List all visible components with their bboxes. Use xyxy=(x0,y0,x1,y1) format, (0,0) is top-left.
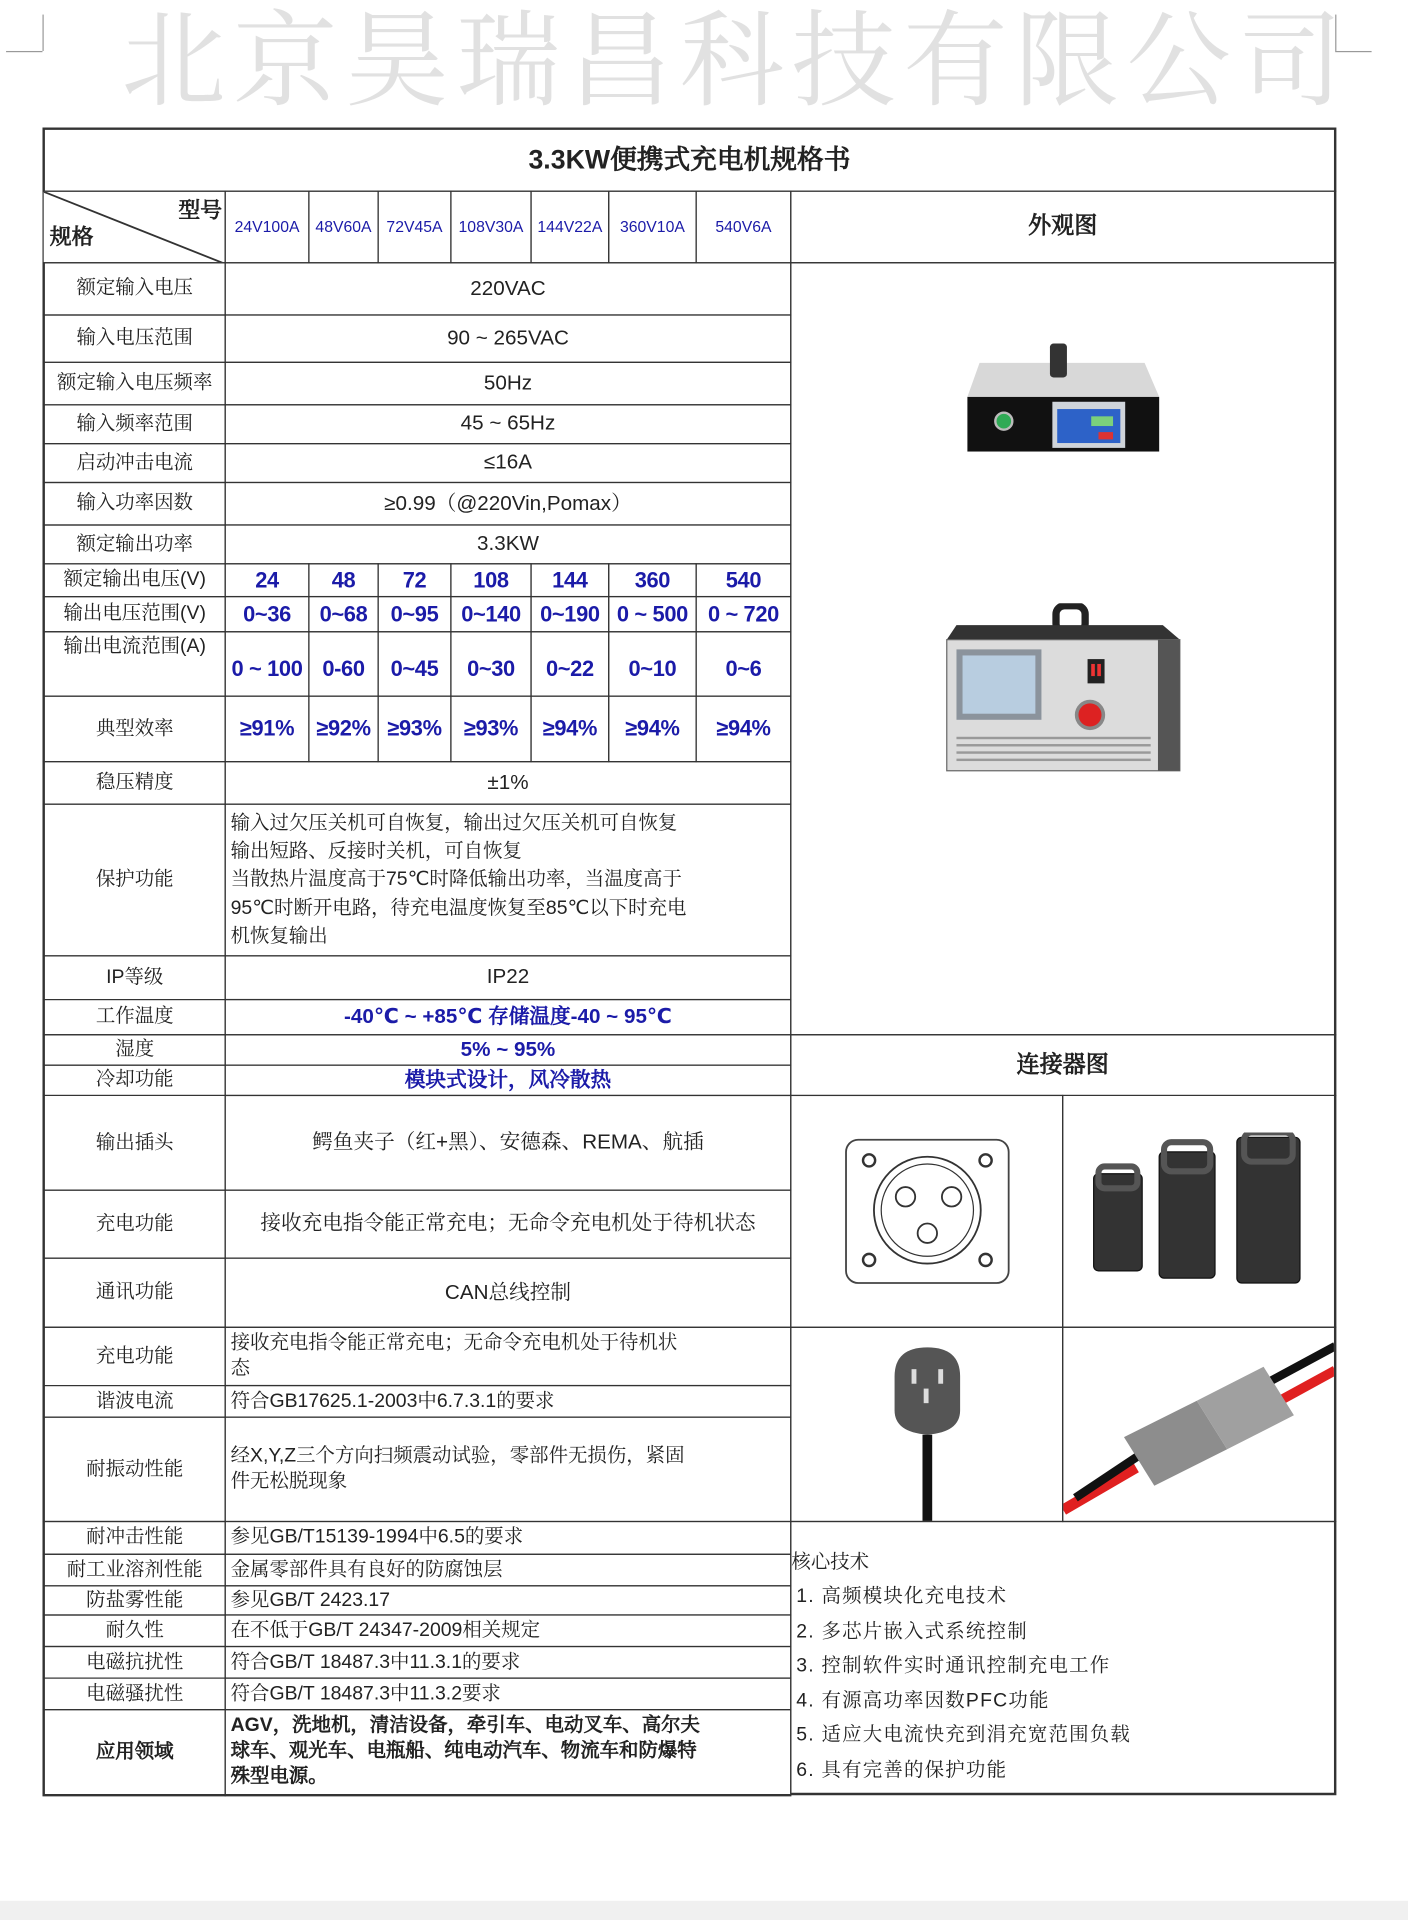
connector-header: 连接器图 xyxy=(790,1034,1336,1096)
crop-mark xyxy=(1335,51,1371,52)
row-value: 3.3KW xyxy=(225,524,792,564)
row-value: IP22 xyxy=(225,955,792,1000)
row-value: 输入过欠压关机可自恢复，输出过欠压关机可自恢复 输出短路、反接时关机，可自恢复 当散热片温度高于75℃时降低输出功率，当温度高于 95℃时断开电路，待充电温度恢复至85℃以下时充电 机恢复输出 xyxy=(225,804,792,957)
header-corner-cell xyxy=(42,191,225,264)
row-label: 防盐雾性能 xyxy=(42,1585,225,1615)
model-label: 型号 xyxy=(178,197,223,223)
row-value-cell: ≥94% xyxy=(696,696,792,763)
model-header-144v22a: 144V22A xyxy=(530,191,609,264)
row-value: -40℃ ~ +85℃ 存储温度-40 ~ 95℃ xyxy=(225,999,792,1035)
page-footer-strip xyxy=(0,1901,1408,1920)
row-value: CAN总线控制 xyxy=(225,1257,792,1327)
row-value-cell: 0~36 xyxy=(225,596,310,632)
row-label: 输入频率范围 xyxy=(42,404,225,444)
row-label: 耐振动性能 xyxy=(42,1417,225,1523)
row-label: 电磁骚扰性 xyxy=(42,1677,225,1710)
row-label: 冷却功能 xyxy=(42,1065,225,1097)
row-value: 5% ~ 95% xyxy=(225,1034,792,1066)
row-value: 符合GB/T 18487.3中11.3.2要求 xyxy=(225,1677,792,1710)
core-tech-item: 3. 控制软件实时通讯控制充电工作 xyxy=(796,1655,1111,1677)
row-label: 耐冲击性能 xyxy=(42,1521,225,1555)
row-label: 输入功率因数 xyxy=(42,482,225,526)
crop-mark xyxy=(42,15,43,51)
crop-mark xyxy=(6,51,42,52)
row-value-cell: ≥92% xyxy=(308,696,378,763)
row-value: ≥0.99（@220Vin,Pomax） xyxy=(225,482,792,526)
row-value: 参见GB/T 2423.17 xyxy=(225,1585,792,1615)
core-tech-item: 2. 多芯片嵌入式系统控制 xyxy=(796,1621,1028,1642)
row-value: 220VAC xyxy=(225,262,792,315)
row-value: 在不低于GB/T 24347-2009相关规定 xyxy=(225,1614,792,1647)
row-value-cell: 0-60 xyxy=(308,631,378,697)
anderson-connectors-image xyxy=(1083,1132,1314,1290)
row-label: 稳压精度 xyxy=(42,761,225,805)
row-label: 通讯功能 xyxy=(42,1257,225,1327)
row-value-cell: 360 xyxy=(608,563,697,597)
charger-device-image-2 xyxy=(944,603,1184,775)
row-value: 金属零部件具有良好的防腐蚀层 xyxy=(225,1554,792,1587)
row-value: 参见GB/T15139-1994中6.5的要求 xyxy=(225,1521,792,1555)
row-label: 电磁抗扰性 xyxy=(42,1646,225,1679)
model-header-360v10a: 360V10A xyxy=(608,191,697,264)
row-label: 耐工业溶剂性能 xyxy=(42,1554,225,1587)
row-value-cell: 0~140 xyxy=(450,596,531,632)
row-value-cell: ≥93% xyxy=(377,696,451,763)
row-value: 50Hz xyxy=(225,362,792,406)
row-label: 典型效率 xyxy=(42,696,225,763)
row-value: 符合GB/T 18487.3中11.3.1的要求 xyxy=(225,1646,792,1679)
row-value: 接收充电指令能正常充电；无命令充电机处于待机状 态 xyxy=(225,1327,792,1386)
core-tech-title: 核心技术 xyxy=(791,1552,870,1574)
core-tech-item: 1. 高频模块化充电技术 xyxy=(796,1586,1008,1608)
row-value: 鳄鱼夹子（红+黑）、安德森、REMA、航插 xyxy=(225,1095,792,1191)
row-value: 45 ~ 65Hz xyxy=(225,404,792,444)
row-value-cell: 0 ~ 720 xyxy=(696,596,792,632)
row-value-cell: 108 xyxy=(450,563,531,597)
row-label: 额定输入电压 xyxy=(42,262,225,315)
row-label: 额定输入电压频率 xyxy=(42,362,225,406)
row-value-cell: 540 xyxy=(696,563,792,597)
row-label: 启动冲击电流 xyxy=(42,443,225,483)
row-value-cell: 0~190 xyxy=(530,596,609,632)
row-label: 输出电流范围(A) xyxy=(42,631,225,697)
row-label: 充电功能 xyxy=(42,1190,225,1259)
row-value-cell: 0~30 xyxy=(450,631,531,697)
row-label: 耐久性 xyxy=(42,1614,225,1647)
row-value: 经X,Y,Z三个方向扫频震动试验，零部件无损伤，紧固 件无松脱现象 xyxy=(225,1417,792,1523)
row-label: 工作温度 xyxy=(42,999,225,1035)
row-value: 模块式设计，风冷散热 xyxy=(225,1065,792,1097)
row-label: 湿度 xyxy=(42,1034,225,1066)
core-tech-item: 6. 具有完善的保护功能 xyxy=(796,1759,1008,1781)
row-value-cell: 72 xyxy=(377,563,451,597)
plug-image-cell xyxy=(790,1327,1063,1522)
row-value-cell: 48 xyxy=(308,563,378,597)
company-watermark: 北京昊瑞昌科技有限公司 xyxy=(121,3,1350,121)
row-value-cell: 0 ~ 100 xyxy=(225,631,310,697)
row-label: 输入电压范围 xyxy=(42,314,225,363)
row-value-cell: 0~45 xyxy=(377,631,451,697)
spec-label: 规格 xyxy=(49,224,94,249)
row-label: 应用领域 xyxy=(42,1709,225,1796)
row-value-cell: 0~68 xyxy=(308,596,378,632)
row-value-cell: 0~22 xyxy=(530,631,609,697)
row-value-cell: ≥94% xyxy=(608,696,697,763)
charger-device-image-1 xyxy=(965,339,1165,460)
core-tech-item: 4. 有源高功率因数PFC功能 xyxy=(796,1690,1050,1711)
row-value: AGV，洗地机，清洁设备，牵引车、电动叉车、高尔夫 球车、观光车、电瓶船、纯电动汽车、物流车和防爆特 殊型电源。 xyxy=(225,1709,792,1796)
row-value: 接收充电指令能正常充电；无命令充电机处于待机状态 xyxy=(225,1190,792,1259)
row-value-cell: 24 xyxy=(225,563,310,597)
aviation-connector-diagram xyxy=(842,1136,1012,1287)
document-title: 3.3KW便携式充电机规格书 xyxy=(42,127,1336,191)
appearance-images-cell xyxy=(790,262,1336,1035)
row-value-cell: 0 ~ 500 xyxy=(608,596,697,632)
power-plug-image xyxy=(884,1339,969,1521)
connector-image-cell-2 xyxy=(1062,1095,1336,1328)
row-value-cell: 144 xyxy=(530,563,609,597)
model-header-540v6a: 540V6A xyxy=(696,191,792,264)
cable-connector-image-cell xyxy=(1062,1327,1336,1522)
row-value-cell: 0~10 xyxy=(608,631,697,697)
row-label: 谐波电流 xyxy=(42,1385,225,1418)
row-label: 充电功能 xyxy=(42,1327,225,1386)
row-label: 输出插头 xyxy=(42,1095,225,1191)
row-value: 90 ~ 265VAC xyxy=(225,314,792,363)
row-value-cell: 0~6 xyxy=(696,631,792,697)
row-value: ±1% xyxy=(225,761,792,805)
anderson-cable-image xyxy=(1063,1328,1334,1521)
appearance-header: 外观图 xyxy=(790,191,1336,264)
row-label: 输出电压范围(V) xyxy=(42,596,225,632)
model-header-48v60a: 48V60A xyxy=(308,191,378,264)
row-value-cell: 0~95 xyxy=(377,596,451,632)
row-label: 额定输出电压(V) xyxy=(42,563,225,597)
model-header-72v45a: 72V45A xyxy=(377,191,451,264)
row-label: 保护功能 xyxy=(42,804,225,957)
row-value: ≤16A xyxy=(225,443,792,483)
model-header-108v30a: 108V30A xyxy=(450,191,531,264)
core-tech-item: 5. 适应大电流快充到涓充宽范围负载 xyxy=(796,1724,1132,1746)
model-header-24v100a: 24V100A xyxy=(225,191,310,264)
row-value-cell: ≥93% xyxy=(450,696,531,763)
connector-image-cell-1 xyxy=(790,1095,1063,1328)
row-value-cell: ≥91% xyxy=(225,696,310,763)
crop-mark xyxy=(1335,15,1336,51)
row-value: 符合GB17625.1-2003中6.7.3.1的要求 xyxy=(225,1385,792,1418)
row-label: 额定输出功率 xyxy=(42,524,225,564)
row-value-cell: ≥94% xyxy=(530,696,609,763)
row-label: IP等级 xyxy=(42,955,225,1000)
